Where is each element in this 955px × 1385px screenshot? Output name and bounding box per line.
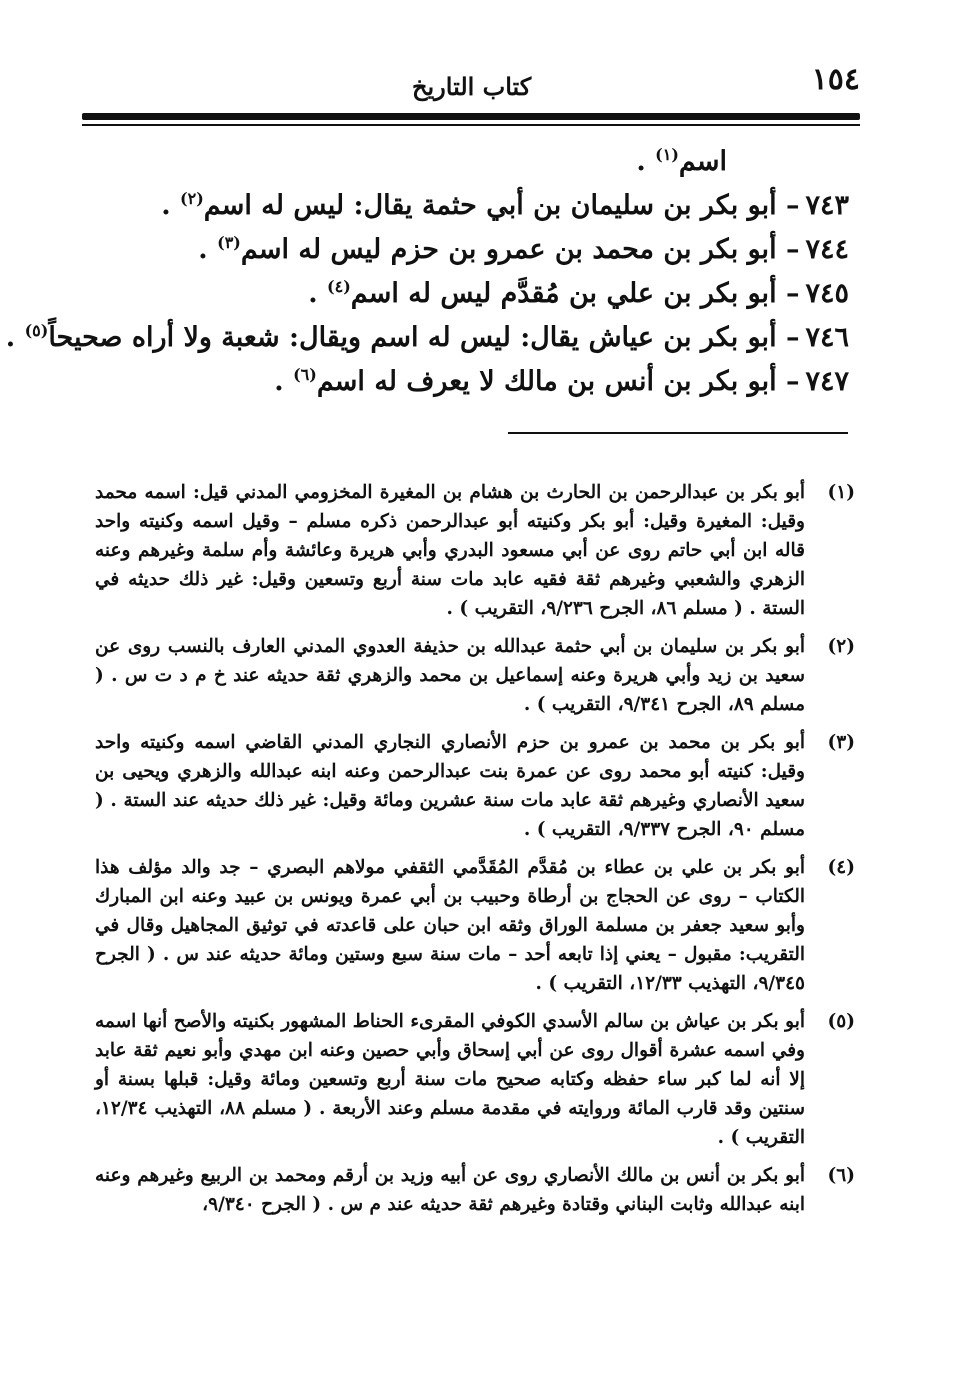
footnote xyxy=(95,632,855,719)
entry-text: اسم xyxy=(678,146,727,177)
entry-number: ٧٤٤ xyxy=(805,234,849,265)
entry-text: – أبو بكر بن عياش يقال: ليس له اسم ويقال: شعبة ولا أراه صحيحاً xyxy=(48,322,800,353)
line-end: . xyxy=(161,190,181,221)
entry-number: ٧٤٣ xyxy=(805,190,849,221)
footnote xyxy=(95,1007,855,1152)
footnote-text: أبو بكر بن عبدالرحمن بن الحارث بن هشام بن المغيرة المخزومي المدني قيل: اسمه محمد وقيل: المغيرة وقيل: أبو بكر وكنيته أبو عبدالرحمن ذكره مسلم – وقيل اسمه وكنيته واحد قاله ابن أبي حاتم روى عن أبي مسعود البدري وأبي هريرة وعائشة وأم سلمة وغيرهم وعنه الزهري والشعبي وغيرهم ثقة فقيه عابد مات سنة أربع وتسعين وقيل: غير ذلك حديثه في الستة . ( مسلم ٨٦، الجرح ٩/٢٣٦، التقريب ) . xyxy=(95,482,805,619)
footnote-text: أبو بكر بن أنس بن مالك الأنصاري روى عن أبيه وزيد بن أرقم ومحمد بن الربيع وغيرهم وعنه ابنه عبدالله وثابت البناني وقتادة وغيرهم ثقة حديثه عند م س . ( الجرح ٩/٣٤٠، xyxy=(95,1165,805,1215)
footnote-ref: (١) xyxy=(655,145,679,164)
main-line xyxy=(89,228,849,272)
entry-text: – أبو بكر بن علي بن مُقدَّم ليس له اسم xyxy=(350,278,800,309)
footnote xyxy=(95,853,855,998)
footnote xyxy=(95,728,855,844)
entry-text: – أبو بكر بن سليمان بن أبي حثمة يقال: ليس له اسم xyxy=(203,190,800,221)
footnotes xyxy=(95,478,855,1228)
line-end: . xyxy=(198,234,218,265)
entry-number: ٧٤٧ xyxy=(805,366,849,397)
main-line xyxy=(89,272,849,316)
footnote xyxy=(95,478,855,623)
footnote-text: أبو بكر بن سليمان بن أبي حثمة عبدالله بن حذيفة العدوي المدني العارف بالنسب روى عن سعيد بن زيد وأبي هريرة وعنه إسماعيل بن محمد والزهري ثقة حديثه عند خ م د ت س . ( مسلم ٨٩، الجرح ٩/٣٤١، التقريب ) . xyxy=(95,636,805,715)
footnote-marker: (٤) xyxy=(827,857,855,878)
footnote-text: أبو بكر بن عياش بن سالم الأسدي الكوفي المقرىء الحناط المشهور بكنيته والأصح أنها اسمه وفي اسمه عشرة أقوال روى عن أبي إسحاق وأبي حصين وعنه ابن مهدي وأبو نعيم ثقة عابد إلا أنه لما كبر ساء حفظه وكتابه صحيح مات سنة أربع وتسعين ومائة وقيل: قبلها بسنة أو سنتين وقد قارب المائة وروايته في مقدمة مسلم وعند الأربعة . ( مسلم ٨٨، التهذيب ١٢/٣٤، التقريب ) . xyxy=(95,1011,805,1148)
entry-text: – أبو بكر بن محمد بن عمرو بن حزم ليس له اسم xyxy=(240,234,800,265)
line-end: . xyxy=(274,366,294,397)
main-line xyxy=(89,360,849,404)
footnote-marker: (١) xyxy=(827,482,855,503)
page-number: ١٥٤ xyxy=(811,62,860,97)
footnote xyxy=(95,1161,855,1219)
main-line xyxy=(89,184,849,228)
footnote-ref: (٥) xyxy=(24,321,49,340)
line-end: . xyxy=(636,146,656,177)
running-title: كتاب التاريخ xyxy=(412,72,532,101)
entry-number: ٧٤٦ xyxy=(805,322,849,353)
main-line xyxy=(5,316,849,360)
footnote-ref: (٦) xyxy=(293,365,317,384)
line-end: . xyxy=(308,278,328,309)
header-rule-thin xyxy=(82,124,860,126)
footnote-marker: (٥) xyxy=(827,1011,855,1032)
footnote-marker: (٣) xyxy=(827,732,855,753)
footnote-text: أبو بكر بن محمد بن عمرو بن حزم الأنصاري النجاري المدني القاضي اسمه وكنيته واحد وقيل: كنيته أبو محمد روى عن عمرة بنت عبدالرحمن وعنه ابنه عبدالله والزهري ويحيى بن سعيد الأنصاري وغيرهم ثقة عابد مات سنة عشرين ومائة وقيل: غير ذلك حديثه عند الستة . ( مسلم ٩٠، الجرح ٩/٣٣٧، التقريب ) . xyxy=(95,732,805,840)
main-text xyxy=(5,140,849,404)
entry-text: – أبو بكر بن أنس بن مالك لا يعرف له اسم xyxy=(316,366,800,397)
footnote-marker: (٢) xyxy=(827,636,855,657)
main-line xyxy=(89,140,849,184)
footnote-text: أبو بكر بن علي بن عطاء بن مُقدَّم المُقَدَّمي الثقفي مولاهم البصري – جد والد مؤلف هذا الكتاب – روى عن الحجاج بن أرطاة وحبيب بن أبي عمرة ويونس بن عبيد وعنه ابن المبارك وأبو سعيد جعفر بن مسلمة الوراق وثقه ابن حبان على قاعدته في توثيق المجاهيل وقال في التقريب: مقبول – يعني إذا تابعه أحد – مات سنة سبع وستين ومائة حديثه عند س . ( الجرح ٩/٣٤٥، التهذيب ١٢/٣٣، التقريب ) . xyxy=(95,857,805,994)
page-header xyxy=(82,58,860,101)
entry-number: ٧٤٥ xyxy=(805,278,849,309)
footnote-ref: (٣) xyxy=(217,233,241,252)
footnote-marker: (٦) xyxy=(827,1165,855,1186)
line-end: . xyxy=(5,322,25,353)
footnote-ref: (٢) xyxy=(180,189,204,208)
footnote-separator xyxy=(508,432,848,434)
header-rule-thick xyxy=(82,113,860,120)
footnote-ref: (٤) xyxy=(327,277,351,296)
